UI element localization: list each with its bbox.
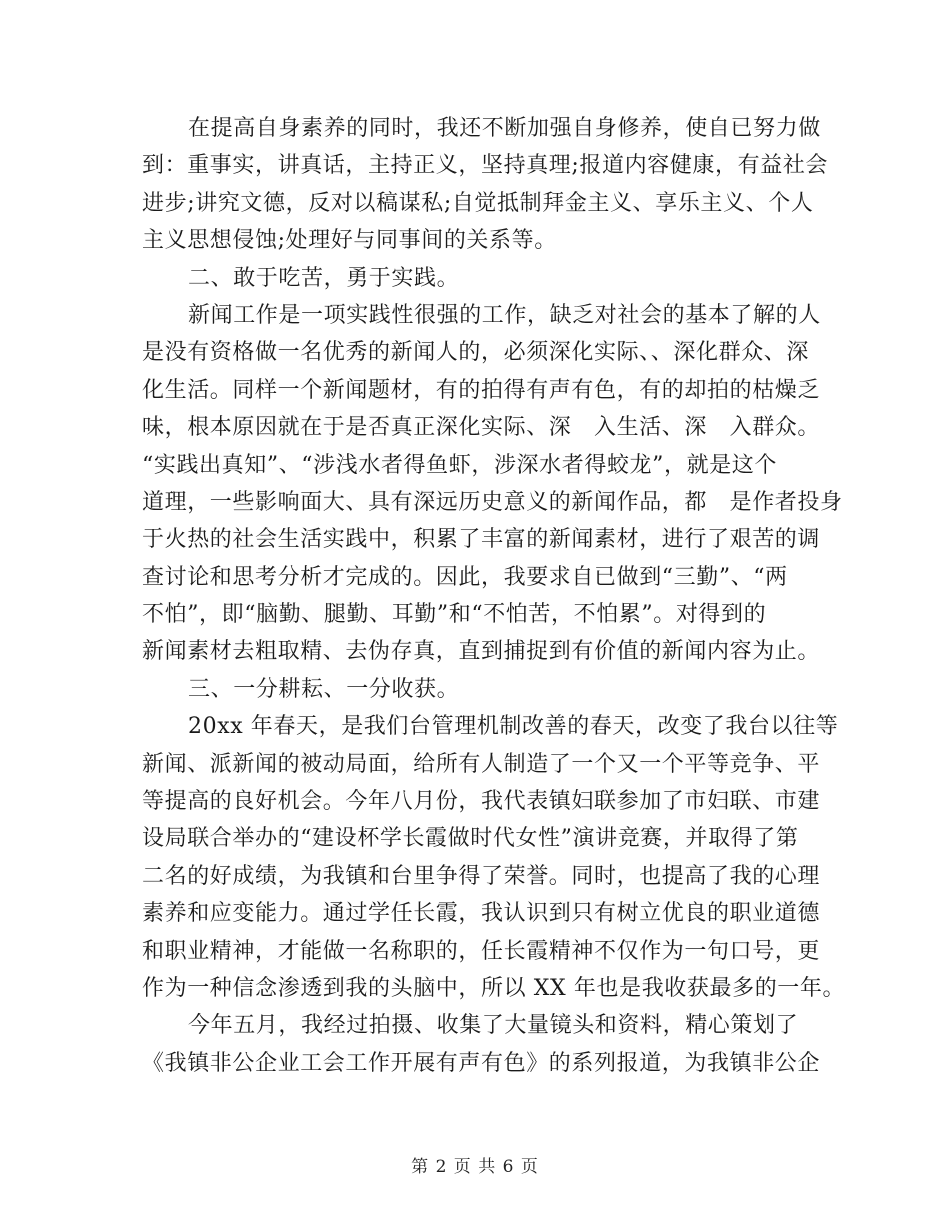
paragraph-line: 是没有资格做一名优秀的新闻人的，必须深化实际、、深化群众、深: [142, 340, 810, 366]
body-text: [142, 110, 846, 1082]
paragraph-line: 作为一种信念渗透到我的头脑中，所以 XX 年也是我收获最多的一年。: [142, 975, 846, 1001]
paragraph-line: 新闻工作是一项实践性很强的工作，缺乏对社会的基本了解的人: [188, 302, 821, 328]
page-number-footer: 第 2 页 共 6 页: [411, 1157, 539, 1177]
paragraph-line: 新闻、派新闻的被动局面，给所有人制造了一个又一个平等竞争、平: [142, 751, 821, 777]
paragraph-line: 味，根本原因就在于是否真正深化实际、深 入生活、深 入群众。: [142, 415, 821, 441]
paragraph-line: 《我镇非公企业工会工作开展有声有色》的系列报道，为我镇非公企: [142, 1050, 821, 1076]
paragraph-line: 今年五月，我经过拍摄、收集了大量镜头和资料，精心策划了: [188, 1013, 799, 1039]
paragraph-line: 新闻素材去粗取精、去伪存真，直到捕捉到有价值的新闻内容为止。: [142, 639, 821, 665]
paragraph-line: 主义思想侵蚀;处理好与同事间的关系等。: [142, 228, 557, 254]
paragraph-line: 二名的好成绩，为我镇和台里争得了荣誉。同时，也提高了我的心理: [142, 863, 821, 889]
section-heading: 三、一分耕耘、一分收获。: [188, 676, 460, 702]
paragraph-line: “实践出真知”、“涉浅水者得鱼虾，涉深水者得蛟龙”，就是这个: [142, 452, 777, 478]
paragraph-line: 等提高的良好机会。今年八月份，我代表镇妇联参加了市妇联、市建: [142, 789, 821, 815]
paragraph-line: 进步;讲究文德，反对以稿谋私;自觉抵制拜金主义、享乐主义、个人: [142, 190, 814, 216]
paragraph-line: 和职业精神，才能做一名称职的，任长霞精神不仅作为一句口号，更: [142, 938, 821, 964]
section-heading: 二、敢于吃苦，勇于实践。: [188, 265, 460, 291]
paragraph-line: 道理，一些影响面大、具有深远历史意义的新闻作品，都 是作者投身: [142, 489, 843, 515]
paragraph-line: 在提高自身素养的同时，我还不断加强自身修养，使自已努力做: [188, 116, 821, 141]
paragraph-line: 查讨论和思考分析才完成的。因此，我要求自已做到“三勤”、“两: [142, 564, 788, 590]
paragraph-line: 到：重事实，讲真话，主持正义，坚持真理;报道内容健康，有益社会: [142, 153, 829, 179]
paragraph-line: 20xx 年春天，是我们台管理机制改善的春天，改变了我台以往等: [188, 714, 839, 740]
paragraph-line: 素养和应变能力。通过学任长霞，我认识到只有树立优良的职业道德: [142, 901, 821, 927]
paragraph-line: 不怕”，即“脑勤、腿勤、耳勤”和“不怕苦，不怕累”。对得到的: [142, 602, 767, 628]
paragraph-line: 化生活。同样一个新闻题材，有的拍得有声有色，有的却拍的枯燥乏: [142, 377, 821, 403]
paragraph-line: 于火热的社会生活实践中，积累了丰富的新闻素材，进行了艰苦的调: [142, 527, 821, 553]
paragraph-line: 设局联合举办的“建设杯学长霞做时代女性”演讲竞赛，并取得了第: [142, 826, 799, 852]
